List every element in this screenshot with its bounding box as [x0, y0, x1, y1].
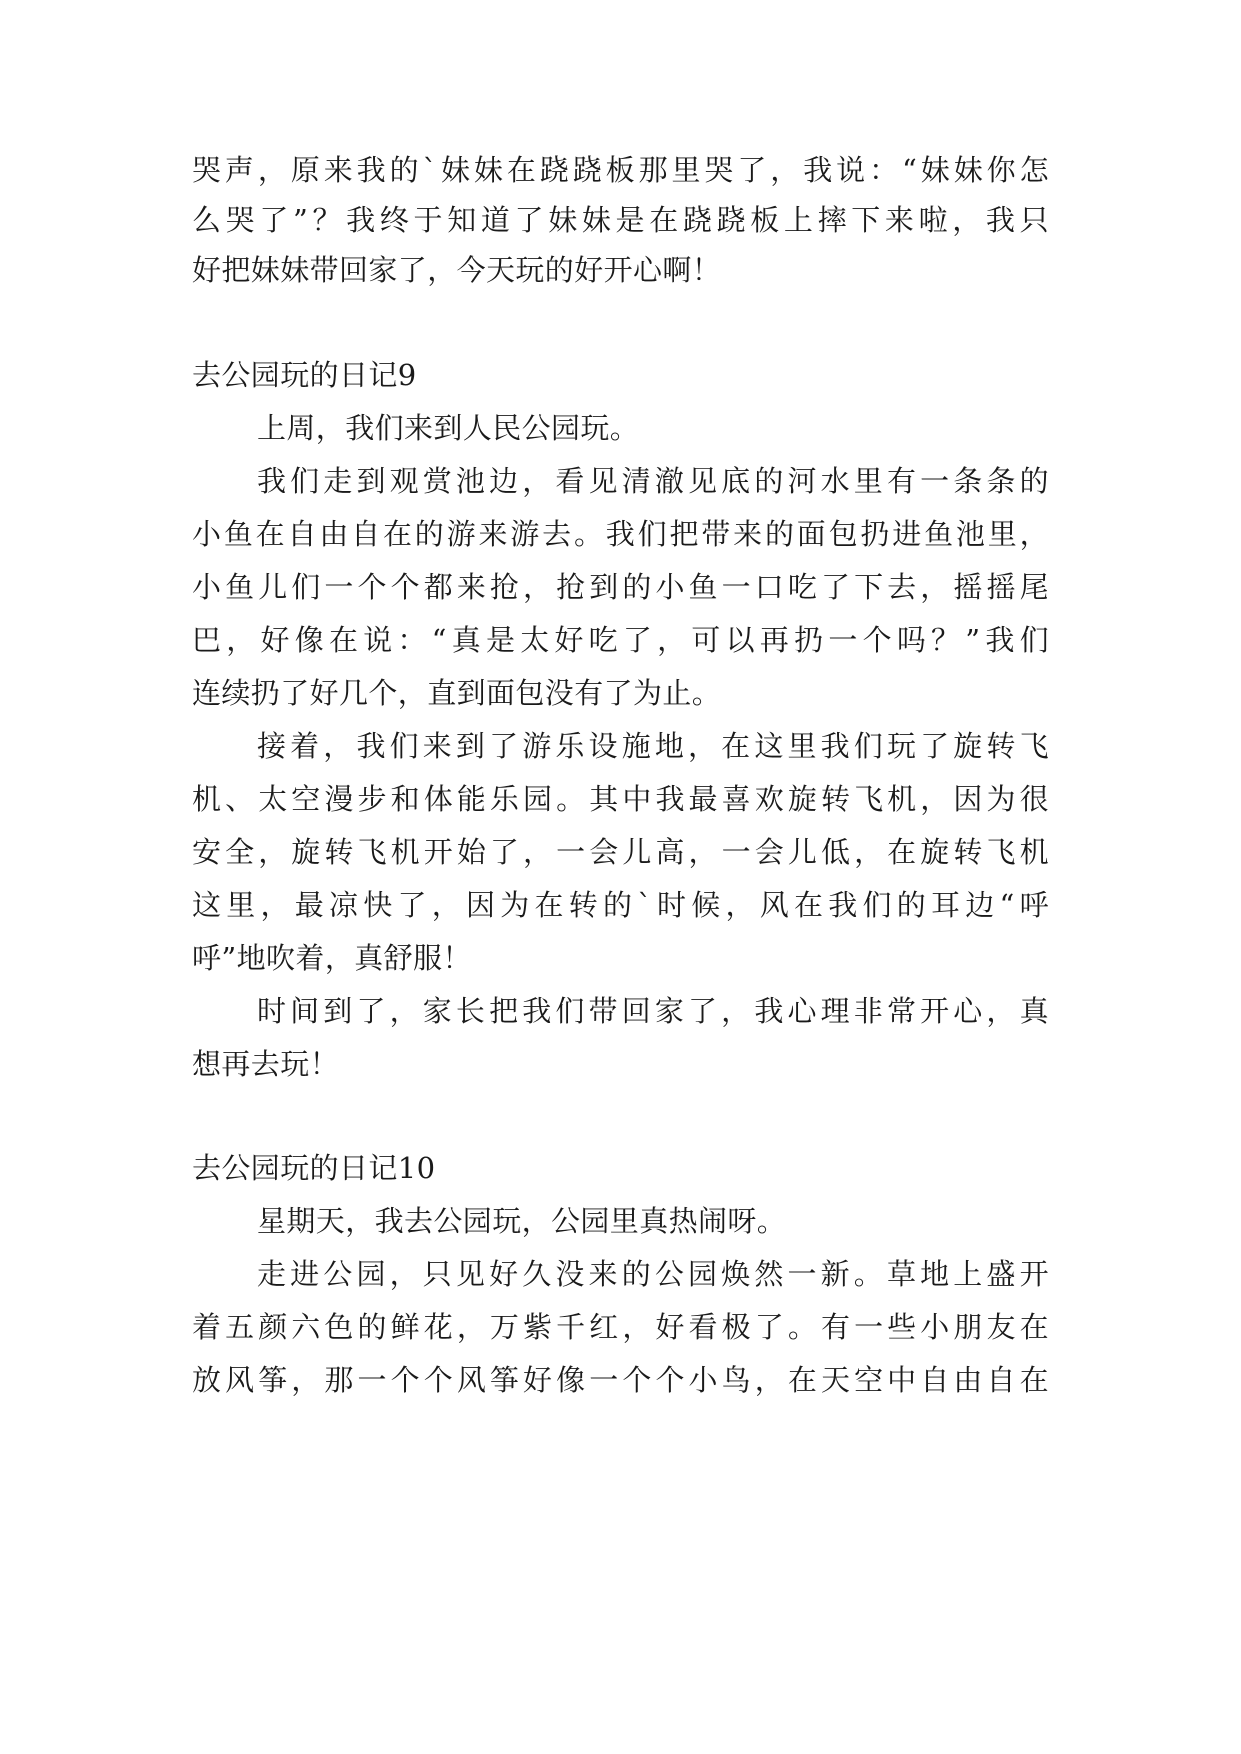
text-line: 小鱼儿们一个个都来抢，抢到的小鱼一口吃了下去，摇摇尾	[192, 570, 1049, 604]
text-line: 走进公园，只见好久没来的公园焕然一新。草地上盛开	[257, 1257, 1049, 1291]
text-line: 想再去玩！	[192, 1047, 340, 1081]
text-line: 放风筝，那一个个风筝好像一个个小鸟，在天空中自由自在	[192, 1363, 1049, 1397]
text-line: 哭声，原来我的`妹妹在跷跷板那里哭了，我说：“妹妹你怎	[192, 153, 1049, 187]
text-line: 这里，最凉快了，因为在转的`时候，风在我们的耳边“呼	[192, 888, 1049, 922]
text-line: 机、太空漫步和体能乐园。其中我最喜欢旋转飞机，因为很	[192, 782, 1049, 816]
text-line: 安全，旋转飞机开始了，一会儿高，一会儿低，在旋转飞机	[192, 835, 1049, 869]
text-line: 着五颜六色的鲜花，万紫千红，好看极了。有一些小朋友在	[192, 1310, 1049, 1344]
text-line: 时间到了，家长把我们带回家了，我心理非常开心，真	[257, 994, 1049, 1028]
text-line: 么哭了”？我终于知道了妹妹是在跷跷板上摔下来啦，我只	[192, 203, 1049, 237]
entry-title: 去公园玩的日记9	[192, 358, 417, 392]
text-line: 接着，我们来到了游乐设施地，在这里我们玩了旋转飞	[257, 729, 1049, 763]
text-line: 呼”地吹着，真舒服！	[192, 941, 472, 975]
text-line: 小鱼在自由自在的游来游去。我们把带来的面包扔进鱼池里，	[192, 517, 1049, 551]
text-line: 好把妹妹带回家了，今天玩的好开心啊！	[192, 253, 722, 287]
entry-title: 去公园玩的日记10	[192, 1151, 436, 1185]
text-line: 上周，我们来到人民公园玩。	[257, 411, 640, 445]
text-line: 星期天，我去公园玩，公园里真热闹呀。	[257, 1204, 787, 1238]
text-line: 巴，好像在说：“真是太好吃了，可以再扔一个吗？”我们	[192, 623, 1049, 657]
text-line: 我们走到观赏池边，看见清澈见底的河水里有一条条的	[257, 464, 1049, 498]
text-line: 连续扔了好几个，直到面包没有了为止。	[192, 676, 722, 710]
